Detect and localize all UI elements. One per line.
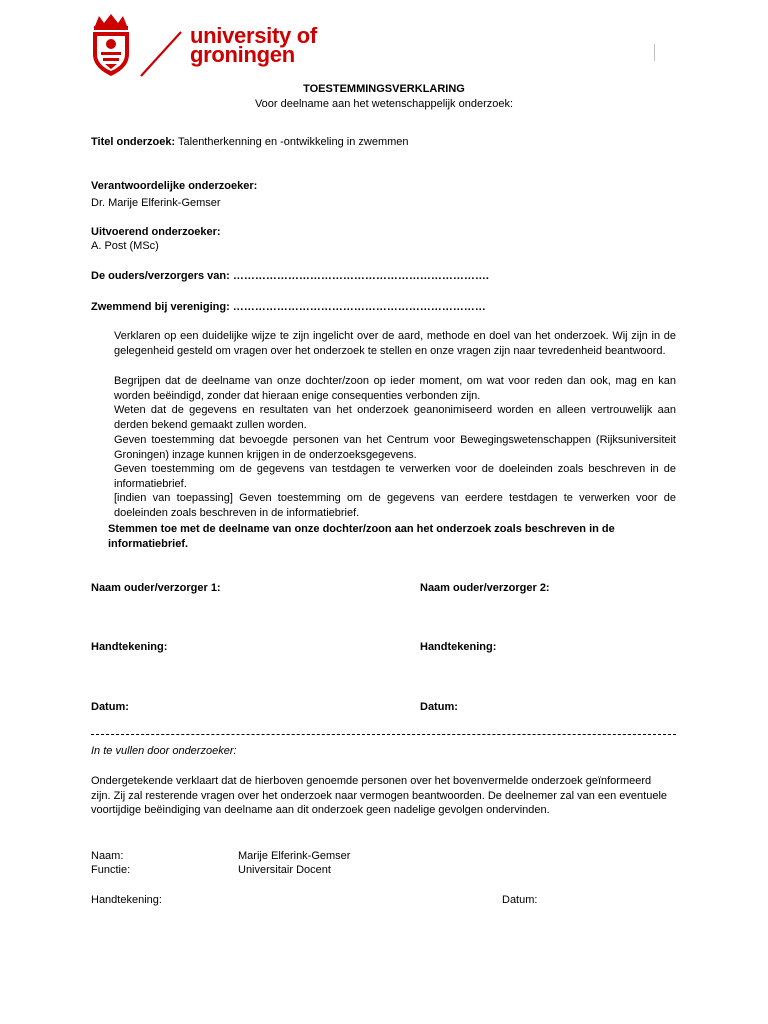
- responsible-researcher-value: Dr. Marije Elferink-Gemser: [91, 197, 221, 209]
- swim-club-field[interactable]: Zwemmend bij vereniging: ……………………………………………………………: [91, 301, 486, 313]
- statement-earlier-testdays: [indien van toepassing] Geven toestemming om de gegevens van eerdere testdagen te verwerken voor de doeleinden zoals beschreven in de informatiebrief.: [114, 492, 676, 519]
- study-title-value: Talentherkenning en -ontwikkeling in zwemmen: [175, 136, 409, 148]
- researcher-statement: Ondergetekende verklaart dat de hierboven genoemde personen over het bovenvermelde onderzoek geïnformeerd zijn. Zij zal resterende vragen over het onderzoek naar vermogen beantwoorden. De deelnemer zal van een eventuele voortijdige beëindiging van deelname aan dit onderzoek geen nadelige gevolgen ondervinden.: [91, 775, 668, 817]
- researcher-section-heading: In te vullen door onderzoeker:: [91, 745, 237, 757]
- statement-withdraw: Begrijpen dat de deelname van onze dochter/zoon op ieder moment, om wat voor reden dan ook, mag en kan worden beëindigd, zonder dat hieraan enige consequenties verbonden zijn.: [114, 375, 676, 402]
- logo-text-university: university of: [190, 23, 317, 48]
- page-edge-mark: [654, 44, 655, 61]
- researcher-date-field[interactable]: Datum:: [502, 894, 538, 906]
- parent2-name-field[interactable]: Naam ouder/verzorger 2:: [420, 582, 550, 594]
- executing-researcher-label: Uitvoerend onderzoeker:: [91, 226, 221, 238]
- parent1-name-field[interactable]: Naam ouder/verzorger 1:: [91, 582, 221, 594]
- researcher-name-value: Marije Elferink-Gemser: [238, 850, 351, 862]
- executing-researcher-value: A. Post (MSc): [91, 240, 159, 252]
- logo-divider-slash: [138, 30, 184, 78]
- statement-informed: Verklaren op een duidelijke wijze te zijn ingelicht over de aard, methode en doel van het onderzoek. Wij zijn in de gelegenheid gesteld om vragen over het onderzoek te stellen en onze vragen zijn naar tevredenheid beantwoord.: [114, 330, 676, 357]
- statement-testdays: Geven toestemming om de gegevens van testdagen te verwerken voor de doeleinden zoals beschreven in de informatiebrief.: [114, 463, 676, 490]
- document-subtitle: Voor deelname aan het wetenschappelijk onderzoek:: [254, 98, 514, 110]
- university-crest-icon: [89, 14, 133, 77]
- logo-text-groningen: groningen: [190, 42, 295, 67]
- document-title: TOESTEMMINGSVERKLARING: [303, 83, 465, 95]
- study-title-line: [91, 135, 409, 150]
- study-title-label: Titel onderzoek:: [91, 136, 176, 148]
- statement-access: Geven toestemming dat bevoegde personen van het Centrum voor Bewegingswetenschappen (Rijksuniversiteit Groningen) inzage kunnen krijgen in de onderzoeksgegevens.: [114, 434, 676, 461]
- parent1-date-field[interactable]: Datum:: [91, 701, 129, 713]
- researcher-function-label: Functie:: [91, 864, 131, 876]
- consent-conclusion: Stemmen toe met de deelname van onze dochter/zoon aan het onderzoek zoals beschreven in de informatiebrief.: [108, 523, 615, 550]
- parent2-date-field[interactable]: Datum:: [420, 701, 458, 713]
- responsible-researcher-label: Verantwoordelijke onderzoeker:: [91, 180, 258, 192]
- researcher-name-label: Naam:: [91, 850, 124, 862]
- parent1-signature-field[interactable]: Handtekening:: [91, 641, 168, 653]
- section-divider: [91, 734, 676, 735]
- researcher-signature-field[interactable]: Handtekening:: [91, 894, 162, 906]
- statement-anonymised: Weten dat de gegevens en resultaten van het onderzoek geanonimiseerd worden en alleen vertrouwelijk aan derden bekend gemaakt zullen worden.: [114, 404, 676, 431]
- researcher-function-value: Universitair Docent: [238, 864, 331, 876]
- parent2-signature-field[interactable]: Handtekening:: [420, 641, 497, 653]
- parents-field[interactable]: De ouders/verzorgers van: …………………………………………………………….: [91, 270, 489, 282]
